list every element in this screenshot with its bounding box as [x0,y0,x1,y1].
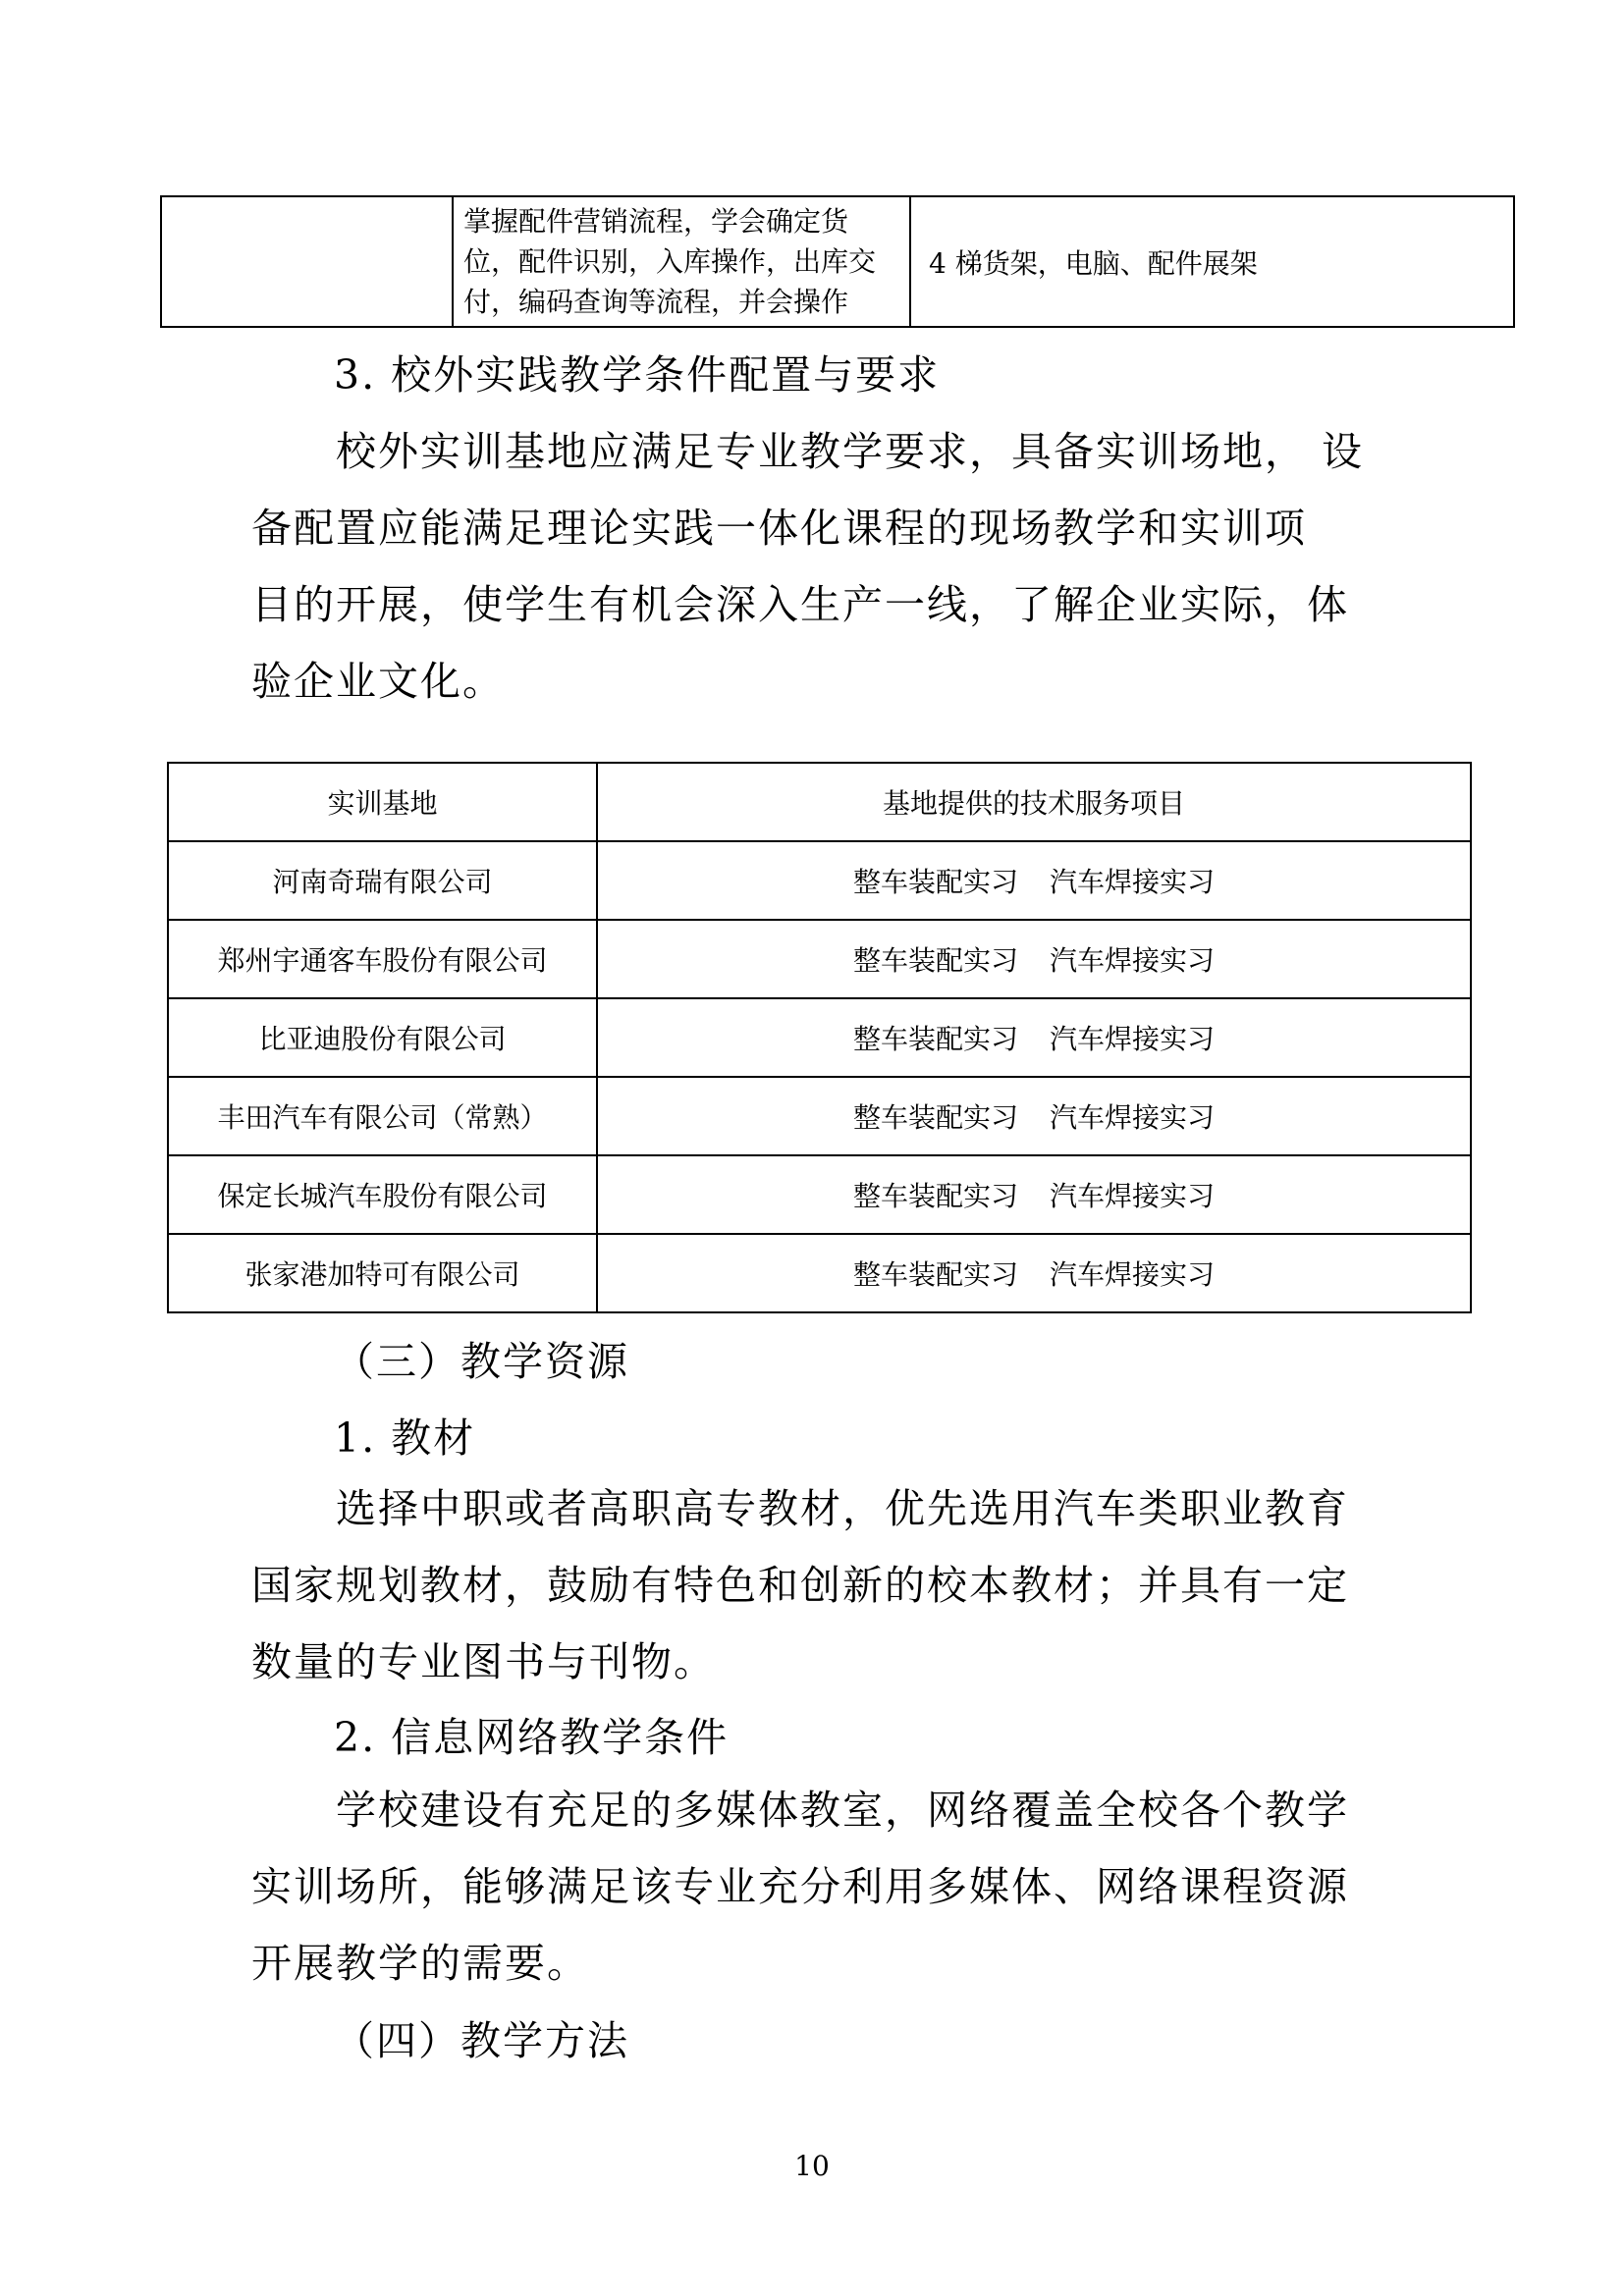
table-row [168,841,1471,920]
section-3-paragraph [251,413,1390,720]
base-services [597,920,1471,998]
base-name: 保定长城汽车股份有限公司 [168,1155,597,1234]
service-item: 汽车焊接实习 [1050,1180,1216,1212]
base-name: 郑州宇通客车股份有限公司 [168,920,597,998]
paragraph-line: 开展教学的需要。 [251,1940,589,1987]
table-row [168,998,1471,1077]
base-name: 丰田汽车有限公司（常熟） [168,1077,597,1155]
table-cell-equipment: 4 梯货架，电脑、配件展架 [910,196,1514,327]
service-item: 汽车焊接实习 [1050,866,1216,898]
table-header-row [168,763,1471,841]
service-item: 整车装配实习 [852,866,1018,898]
content-line: 付，编码查询等流程，并会操作 [463,286,849,318]
teaching-methods-heading: （四）教学方法 [334,2017,629,2064]
table-row [168,1155,1471,1234]
paragraph-line: 国家规划教材，鼓励有特色和创新的校本教材；并具有一定 [251,1562,1349,1609]
service-item: 整车装配实习 [852,1023,1018,1055]
teaching-resources-heading: （三）教学资源 [334,1338,629,1385]
base-services [597,998,1471,1077]
column-header: 实训基地 [168,763,597,841]
paragraph-line: 选择中职或者高职高专教材，优先选用汽车类职业教育 [336,1485,1349,1532]
service-item: 汽车焊接实习 [1050,1023,1216,1055]
section-3-heading: 3. 校外实践教学条件配置与要求 [334,351,941,399]
content-line: 位，配件识别，入库操作，出库交 [463,245,877,278]
service-item: 汽车焊接实习 [1050,944,1216,977]
paragraph-line: 备配置应能满足理论实践一体化课程的现场教学和实训项 [251,505,1307,552]
service-item: 整车装配实习 [852,944,1018,977]
base-name: 河南奇瑞有限公司 [168,841,597,920]
service-item: 汽车焊接实习 [1050,1101,1216,1134]
textbooks-heading: 1. 教材 [334,1415,476,1462]
base-name: 张家港加特可有限公司 [168,1234,597,1312]
table-cell-empty [161,196,453,327]
paragraph-line: 数量的专业图书与刊物。 [251,1638,716,1685]
network-conditions-heading: 2. 信息网络教学条件 [334,1714,730,1761]
network-conditions-paragraph [251,1772,1390,2002]
base-name: 比亚迪股份有限公司 [168,998,597,1077]
table-row [168,1234,1471,1312]
equipment-table-continued [160,195,1515,328]
service-item: 汽车焊接实习 [1050,1258,1216,1291]
base-services [597,1077,1471,1155]
paragraph-line: 学校建设有充足的多媒体教室，网络覆盖全校各个教学 [336,1787,1349,1834]
paragraph-line: 验企业文化。 [251,658,505,705]
service-item: 整车装配实习 [852,1258,1018,1291]
service-item: 整车装配实习 [852,1101,1018,1134]
training-base-table [167,762,1472,1313]
content-line: 掌握配件营销流程，学会确定货 [463,205,849,238]
service-item: 整车装配实习 [852,1180,1018,1212]
page-number: 10 [794,2150,830,2182]
paragraph-line: 校外实训基地应满足专业教学要求，具备实训场地， 设 [336,428,1365,475]
table-row [168,920,1471,998]
paragraph-line: 实训场所，能够满足该专业充分利用多媒体、网络课程资源 [251,1863,1349,1910]
paragraph-line: 目的开展，使学生有机会深入生产一线，了解企业实际，体 [251,581,1349,628]
textbooks-paragraph [251,1470,1390,1700]
base-services [597,1234,1471,1312]
table-row [161,196,1514,327]
column-header: 基地提供的技术服务项目 [597,763,1471,841]
table-cell-content [453,196,910,327]
table-row [168,1077,1471,1155]
base-services [597,841,1471,920]
base-services [597,1155,1471,1234]
